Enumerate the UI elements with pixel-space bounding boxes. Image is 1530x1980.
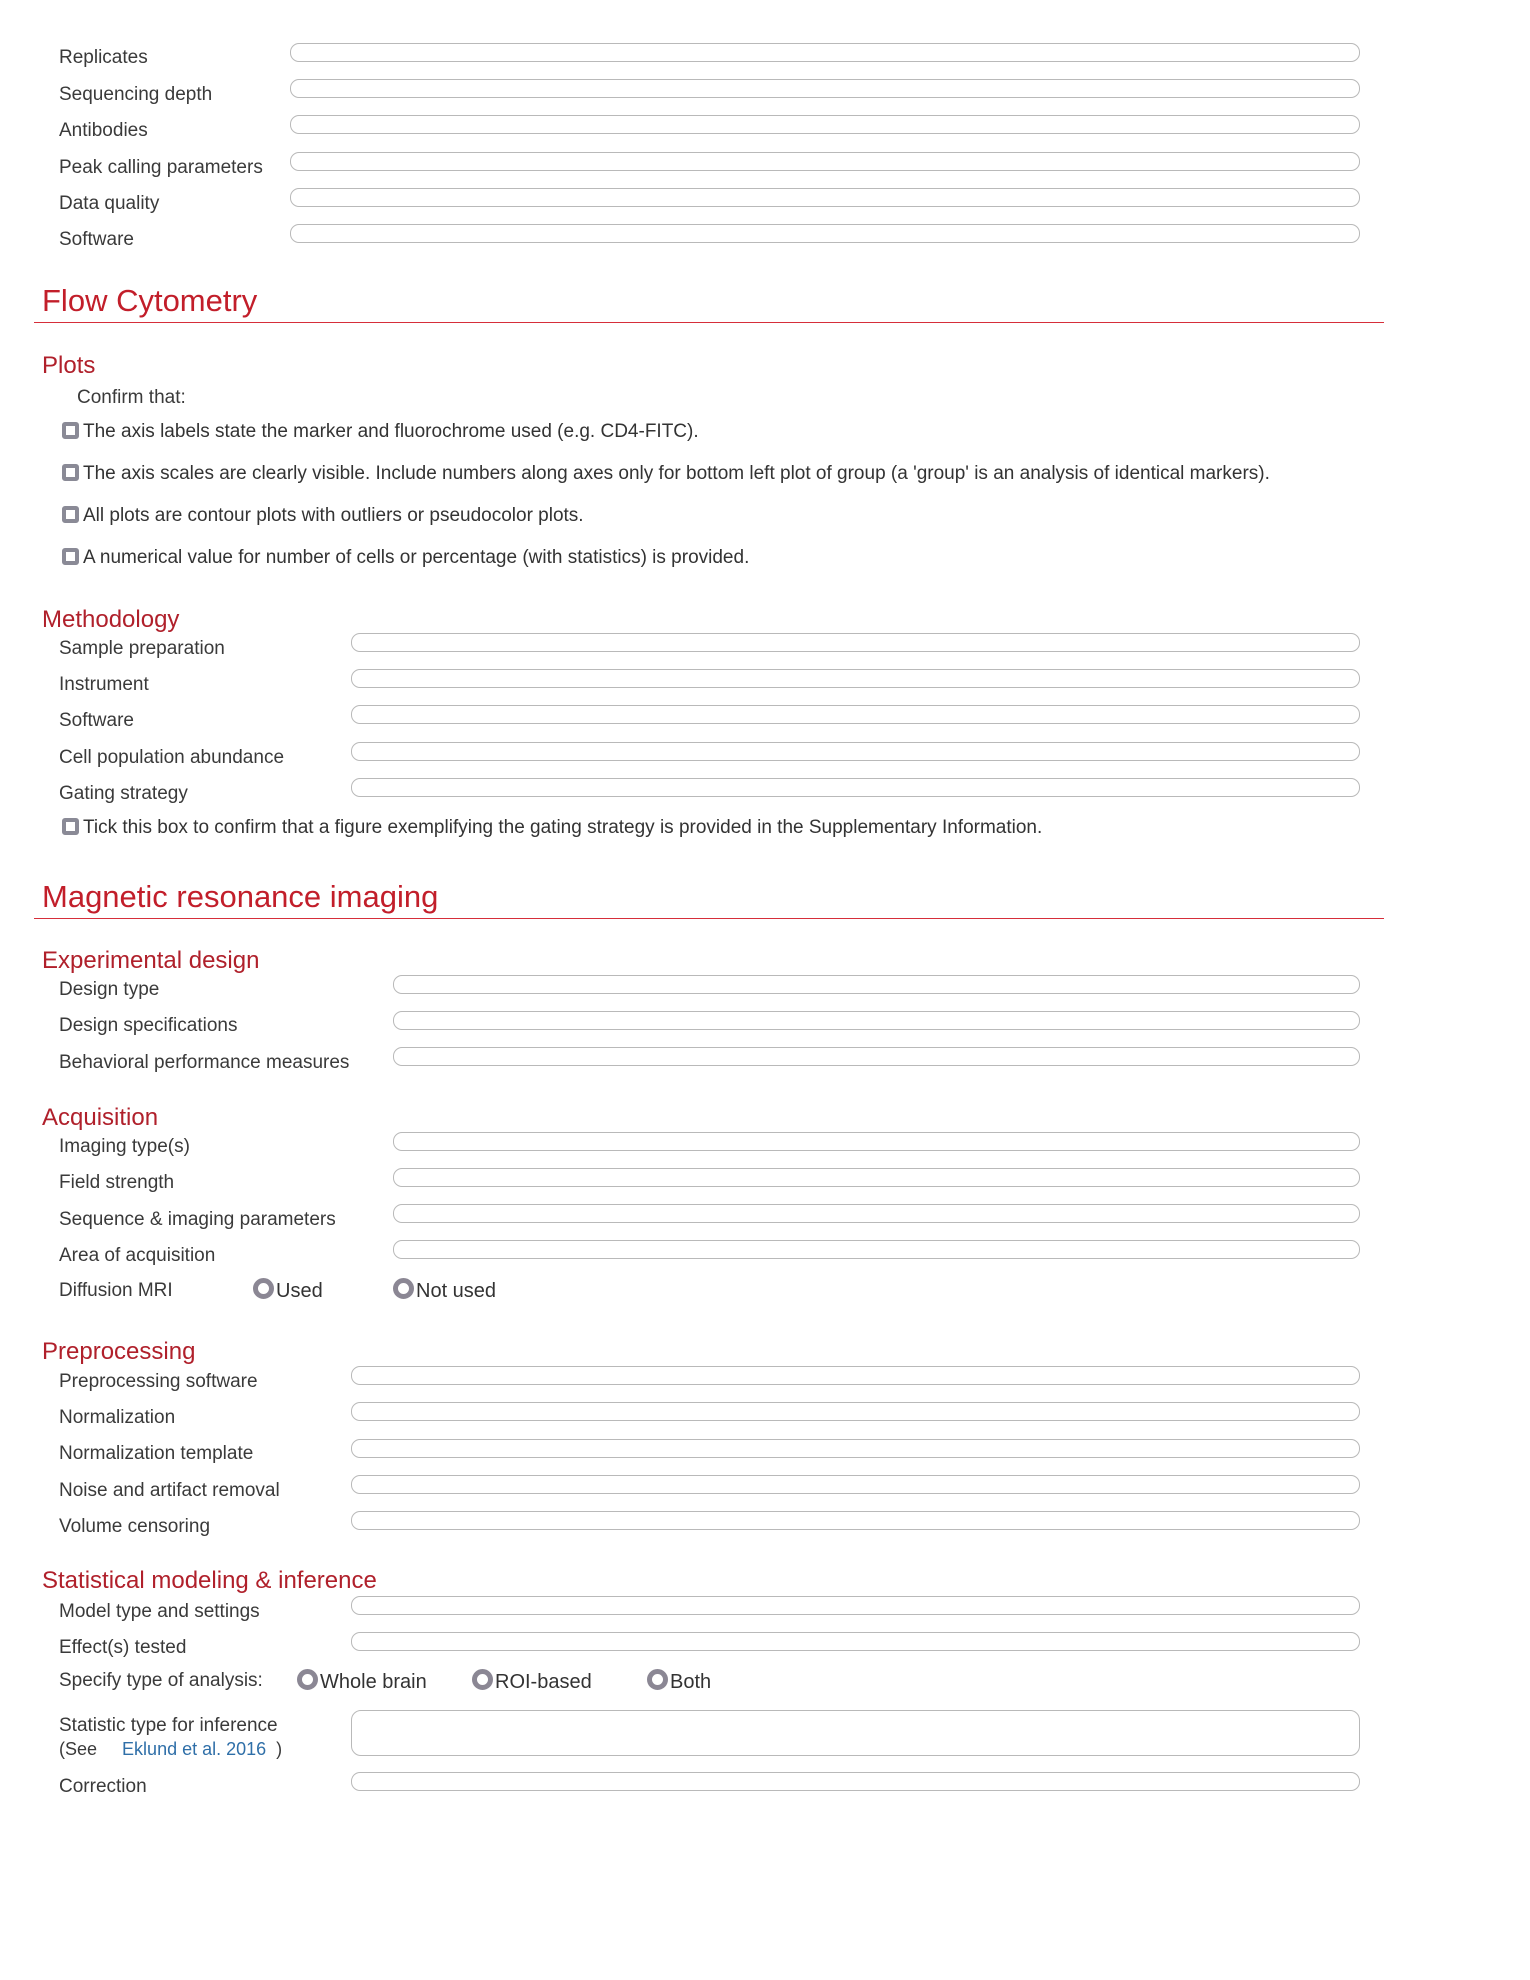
field-label-peak-calling: Peak calling parameters: [59, 157, 263, 178]
gating-confirm-text: Tick this box to confirm that a figure exemplifying the gating strategy is provided in the Supplementary Information.: [83, 817, 1043, 838]
field-label-flow-software: Software: [59, 710, 134, 731]
field-label-normalization: Normalization: [59, 1407, 176, 1428]
field-label-antibodies: Antibodies: [59, 120, 148, 141]
sequencing-depth-input[interactable]: [290, 79, 1360, 98]
replicates-input[interactable]: [290, 43, 1360, 62]
field-label-design-specifications: Design specifications: [59, 1015, 238, 1036]
inference-note-suffix: ): [276, 1739, 283, 1759]
mri-heading: Magnetic resonance imaging: [42, 879, 439, 914]
field-label-design-type: Design type: [59, 979, 160, 1000]
noise-removal-input[interactable]: [351, 1475, 1360, 1494]
flow-software-input[interactable]: [351, 705, 1360, 724]
field-label-sequence-parameters: Sequence & imaging parameters: [59, 1209, 336, 1230]
flow-divider: [34, 322, 1384, 323]
mri-divider: [34, 918, 1384, 919]
roi-based-radio[interactable]: [472, 1669, 493, 1690]
field-label-field-strength: Field strength: [59, 1172, 175, 1193]
area-of-acquisition-input[interactable]: [393, 1240, 1360, 1259]
design-specifications-input[interactable]: [393, 1011, 1360, 1030]
sequence-parameters-input[interactable]: [393, 1204, 1360, 1223]
whole-brain-radio[interactable]: [297, 1669, 318, 1690]
field-label-replicates: Replicates: [59, 47, 148, 68]
gating-strategy-input[interactable]: [351, 778, 1360, 797]
chip-software-input[interactable]: [290, 224, 1360, 243]
field-label-normalization-template: Normalization template: [59, 1443, 254, 1464]
diffusion-used-label: Used: [276, 1280, 323, 1302]
whole-brain-label: Whole brain: [320, 1671, 427, 1693]
field-label-correction: Correction: [59, 1776, 147, 1797]
field-label-sample-preparation: Sample preparation: [59, 638, 225, 659]
plots-checkbox-1[interactable]: [62, 422, 79, 439]
plots-checkbox-4[interactable]: [62, 548, 79, 565]
design-type-input[interactable]: [393, 975, 1360, 994]
effects-tested-input[interactable]: [351, 1632, 1360, 1651]
field-label-imaging-types: Imaging type(s): [59, 1136, 190, 1157]
field-label-data-quality: Data quality: [59, 193, 160, 214]
gating-confirm-checkbox[interactable]: [62, 818, 79, 835]
data-quality-input[interactable]: [290, 188, 1360, 207]
field-label-effects-tested: Effect(s) tested: [59, 1637, 187, 1658]
field-label-volume-censoring: Volume censoring: [59, 1516, 211, 1537]
inference-input[interactable]: [351, 1710, 1360, 1756]
peak-calling-input[interactable]: [290, 152, 1360, 171]
roi-based-label: ROI-based: [495, 1671, 592, 1693]
diffusion-not-used-label: Not used: [416, 1280, 497, 1302]
field-label-cell-population: Cell population abundance: [59, 747, 285, 768]
plots-checkbox-2[interactable]: [62, 464, 79, 481]
inference-note-prefix: (See: [59, 1739, 98, 1759]
inference-note: [59, 1738, 282, 1760]
normalization-input[interactable]: [351, 1402, 1360, 1421]
preprocessing-heading: Preprocessing: [42, 1338, 196, 1365]
plots-item-4: A numerical value for number of cells or percentage (with statistics) is provided.: [83, 547, 750, 568]
normalization-template-input[interactable]: [351, 1439, 1360, 1458]
correction-input[interactable]: [351, 1772, 1360, 1791]
diffusion-used-radio[interactable]: [253, 1278, 274, 1299]
field-label-model-type: Model type and settings: [59, 1601, 260, 1622]
experimental-design-heading: Experimental design: [42, 947, 260, 974]
plots-item-3: All plots are contour plots with outliers or pseudocolor plots.: [83, 505, 584, 526]
instrument-input[interactable]: [351, 669, 1360, 688]
field-label-instrument: Instrument: [59, 674, 149, 695]
both-radio[interactable]: [647, 1669, 668, 1690]
field-label-software: Software: [59, 229, 134, 250]
analysis-type-label: Specify type of analysis:: [59, 1670, 263, 1691]
field-label-sequencing-depth: Sequencing depth: [59, 84, 213, 105]
field-label-preprocessing-software: Preprocessing software: [59, 1371, 258, 1392]
both-label: Both: [670, 1671, 712, 1693]
plots-intro: Confirm that:: [77, 387, 186, 408]
field-label-gating-strategy: Gating strategy: [59, 783, 188, 804]
imaging-types-input[interactable]: [393, 1132, 1360, 1151]
statistical-modeling-heading: Statistical modeling & inference: [42, 1567, 377, 1594]
acquisition-heading: Acquisition: [42, 1104, 159, 1131]
field-label-noise-removal: Noise and artifact removal: [59, 1480, 280, 1501]
plots-item-2: The axis scales are clearly visible. Include numbers along axes only for bottom left plot of group (a 'group' is an analysis of identical markers).: [83, 463, 1270, 484]
cell-population-input[interactable]: [351, 742, 1360, 761]
model-type-input[interactable]: [351, 1596, 1360, 1615]
field-strength-input[interactable]: [393, 1168, 1360, 1187]
field-label-behavioral-measures: Behavioral performance measures: [59, 1052, 350, 1073]
diffusion-not-used-radio[interactable]: [393, 1278, 414, 1299]
methodology-heading: Methodology: [42, 606, 180, 633]
antibodies-input[interactable]: [290, 115, 1360, 134]
preprocessing-software-input[interactable]: [351, 1366, 1360, 1385]
inference-label: Statistic type for inference: [59, 1715, 278, 1736]
flow-cytometry-heading: Flow Cytometry: [42, 283, 258, 318]
eklund-link[interactable]: Eklund et al. 2016: [122, 1739, 267, 1759]
plots-checkbox-3[interactable]: [62, 506, 79, 523]
field-label-diffusion-mri: Diffusion MRI: [59, 1280, 173, 1301]
plots-heading: Plots: [42, 352, 96, 379]
behavioral-measures-input[interactable]: [393, 1047, 1360, 1066]
field-label-area-of-acquisition: Area of acquisition: [59, 1245, 216, 1266]
plots-item-1: The axis labels state the marker and fluorochrome used (e.g. CD4-FITC).: [83, 421, 699, 442]
sample-preparation-input[interactable]: [351, 633, 1360, 652]
volume-censoring-input[interactable]: [351, 1511, 1360, 1530]
